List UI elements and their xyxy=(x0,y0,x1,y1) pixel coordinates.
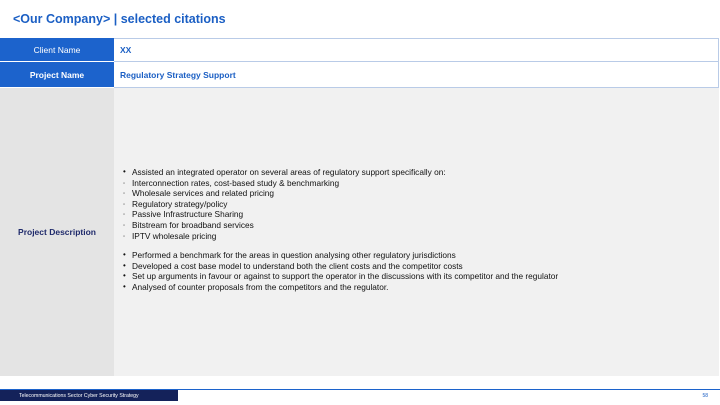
project-description-label: Project Description xyxy=(0,88,114,376)
bullet-icon: • xyxy=(123,250,126,260)
bullet-icon: • xyxy=(123,167,126,176)
project-description-cell xyxy=(114,88,719,376)
list-item: • Analysed of counter proposals from the competitors and the regulator. xyxy=(123,281,389,292)
list-item: • Performed a benchmark for the areas in question analysing other regulatory jurisdictions xyxy=(123,250,456,261)
client-row xyxy=(0,38,719,62)
list-item: • Developed a cost base model to understand both the client costs and the competitor costs xyxy=(123,260,463,271)
bullet-icon: • xyxy=(123,271,126,281)
list-item: • Assisted an integrated operator on several areas of regulatory support specifically on: xyxy=(123,167,446,177)
project-description-content xyxy=(122,167,709,293)
project-name-value: Regulatory Strategy Support xyxy=(114,62,719,88)
client-name-value: XX xyxy=(114,38,719,62)
sub-list-item: ▫ IPTV wholesale pricing xyxy=(123,230,217,241)
bullet-icon: • xyxy=(123,260,126,270)
page-number: 58 xyxy=(702,393,708,399)
sub-list-item: ▫ Wholesale services and related pricing xyxy=(123,188,275,199)
page-title: <Our Company> | selected citations xyxy=(13,12,226,26)
footer-label: Telecommunications Sector Cyber Security Strategy xyxy=(0,390,178,401)
sub-bullet-icon: ▫ xyxy=(123,191,126,198)
bullet-icon: • xyxy=(123,281,126,291)
sub-bullet-icon: ▫ xyxy=(123,212,126,219)
sub-bullet-icon: ▫ xyxy=(123,180,126,187)
description-row xyxy=(0,88,719,376)
project-row xyxy=(0,62,719,88)
sub-list-item: ▫ Passive Infrastructure Sharing xyxy=(123,209,244,220)
sub-list-item: ▫ Bitstream for broadband services xyxy=(123,219,254,230)
sub-list-item: ▫ Regulatory strategy/policy xyxy=(123,198,228,209)
client-name-label: Client Name xyxy=(0,38,114,62)
sub-bullet-icon: ▫ xyxy=(123,201,126,208)
sub-bullet-icon: ▫ xyxy=(123,222,126,229)
sub-list-item: ▫ Interconnection rates, cost-based study & benchmarking xyxy=(123,177,340,188)
list-item: • Set up arguments in favour or against to support the operator in the discussions with its competitor and the regulator xyxy=(123,271,559,282)
sub-bullet-icon: ▫ xyxy=(123,233,126,240)
project-name-label: Project Name xyxy=(0,62,114,88)
citation-table xyxy=(0,38,719,376)
